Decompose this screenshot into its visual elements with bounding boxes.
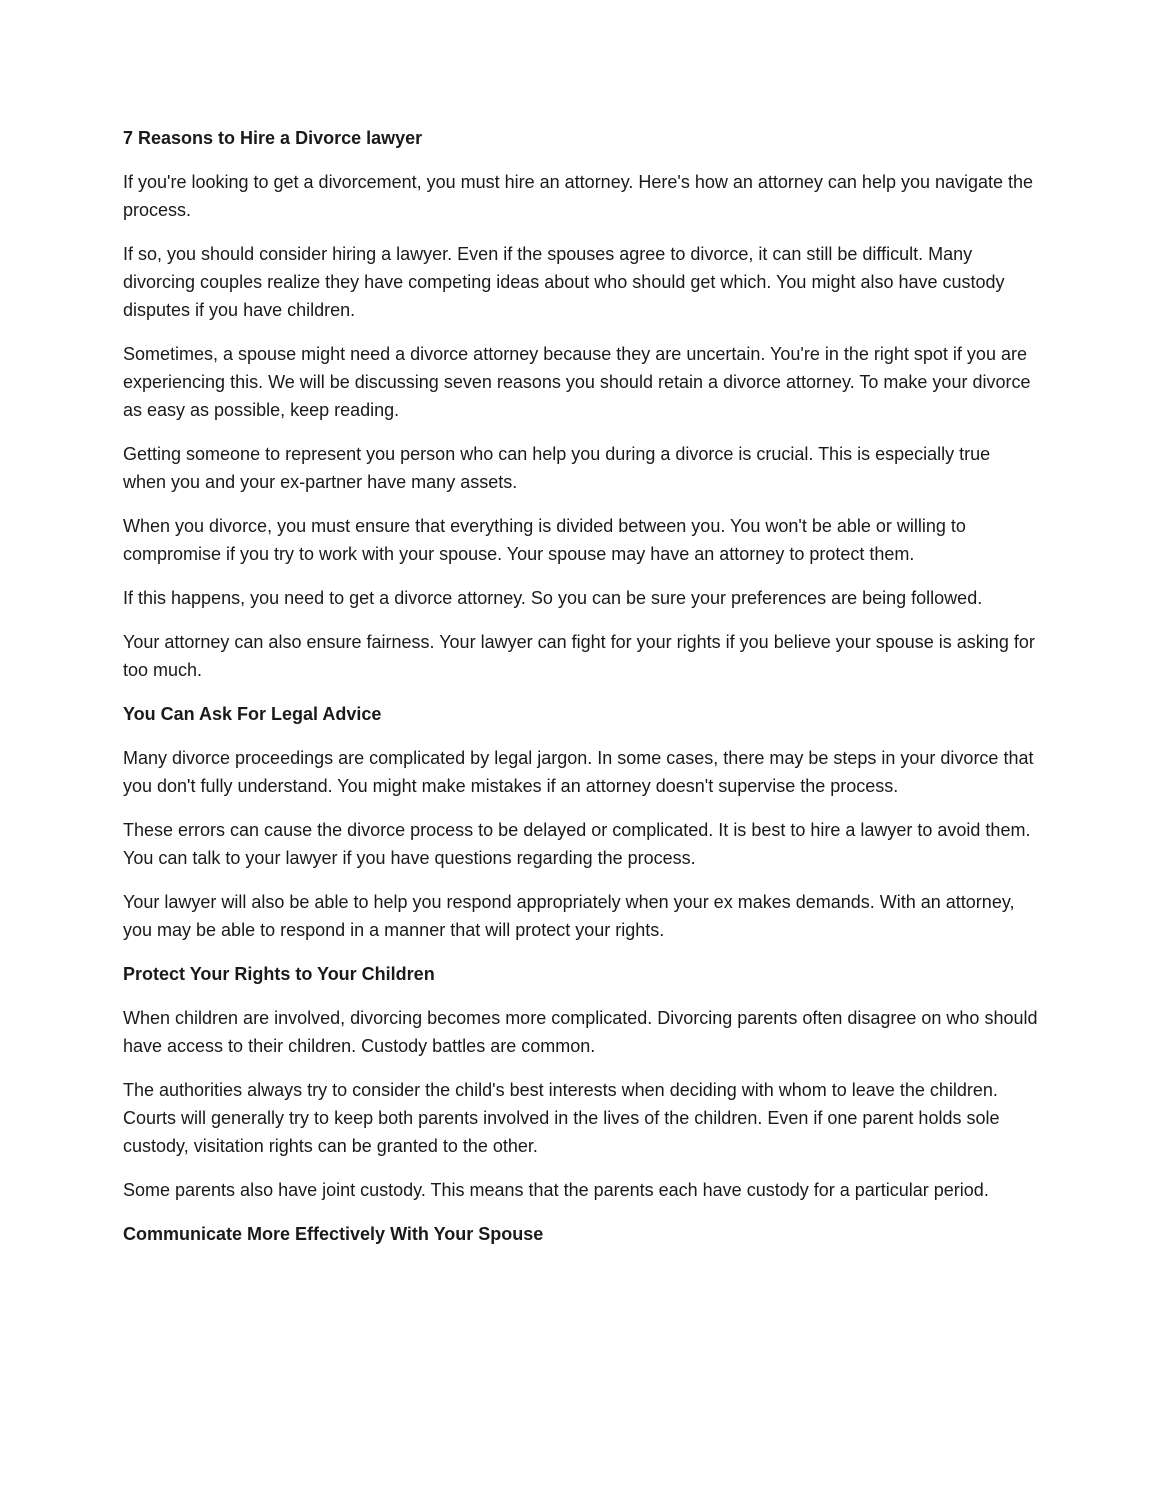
document-page xyxy=(123,124,1038,1264)
paragraph: Your lawyer will also be able to help you respond appropriately when your ex makes demands. With an attorney, you may be able to respond in a manner that will protect your rights. xyxy=(123,892,1015,940)
paragraph: If this happens, you need to get a divorce attorney. So you can be sure your preferences are being followed. xyxy=(123,588,983,608)
document-title: 7 Reasons to Hire a Divorce lawyer xyxy=(123,128,423,148)
paragraph: When children are involved, divorcing becomes more complicated. Divorcing parents often disagree on who should have access to their children. Custody battles are common. xyxy=(123,1008,1038,1056)
paragraph: If so, you should consider hiring a lawyer. Even if the spouses agree to divorce, it can still be difficult. Many divorcing couples realize they have competing ideas about who should get which. You might also have custody disputes if you have children. xyxy=(123,244,1005,320)
paragraph: Getting someone to represent you person who can help you during a divorce is crucial. This is especially true when you and your ex-partner have many assets. xyxy=(123,444,991,492)
paragraph: These errors can cause the divorce process to be delayed or complicated. It is best to hire a lawyer to avoid them. You can talk to your lawyer if you have questions regarding the process. xyxy=(123,820,1031,868)
paragraph: When you divorce, you must ensure that everything is divided between you. You won't be able or willing to compromise if you try to work with your spouse. Your spouse may have an attorney to protect them. xyxy=(123,516,966,564)
paragraph: The authorities always try to consider the child's best interests when deciding with whom to leave the children. Courts will generally try to keep both parents involved in the lives of the children. Even if one parent holds sole custody, visitation rights can be granted to the other. xyxy=(123,1080,1000,1156)
section-heading-children-rights: Protect Your Rights to Your Children xyxy=(123,964,435,984)
paragraph: If you're looking to get a divorcement, you must hire an attorney. Here's how an attorney can help you navigate the process. xyxy=(123,172,1034,220)
paragraph: Some parents also have joint custody. This means that the parents each have custody for a particular period. xyxy=(123,1180,989,1200)
section-heading-communicate: Communicate More Effectively With Your Spouse xyxy=(123,1224,544,1244)
section-heading-legal-advice: You Can Ask For Legal Advice xyxy=(123,704,382,724)
paragraph: Sometimes, a spouse might need a divorce attorney because they are uncertain. You're in the right spot if you are experiencing this. We will be discussing seven reasons you should retain a divorce attorney. To make your divorce as easy as possible, keep reading. xyxy=(123,344,1031,420)
paragraph: Your attorney can also ensure fairness. Your lawyer can fight for your rights if you believe your spouse is asking for too much. xyxy=(123,632,1035,680)
paragraph: Many divorce proceedings are complicated by legal jargon. In some cases, there may be steps in your divorce that you don't fully understand. You might make mistakes if an attorney doesn't supervise the process. xyxy=(123,748,1034,796)
